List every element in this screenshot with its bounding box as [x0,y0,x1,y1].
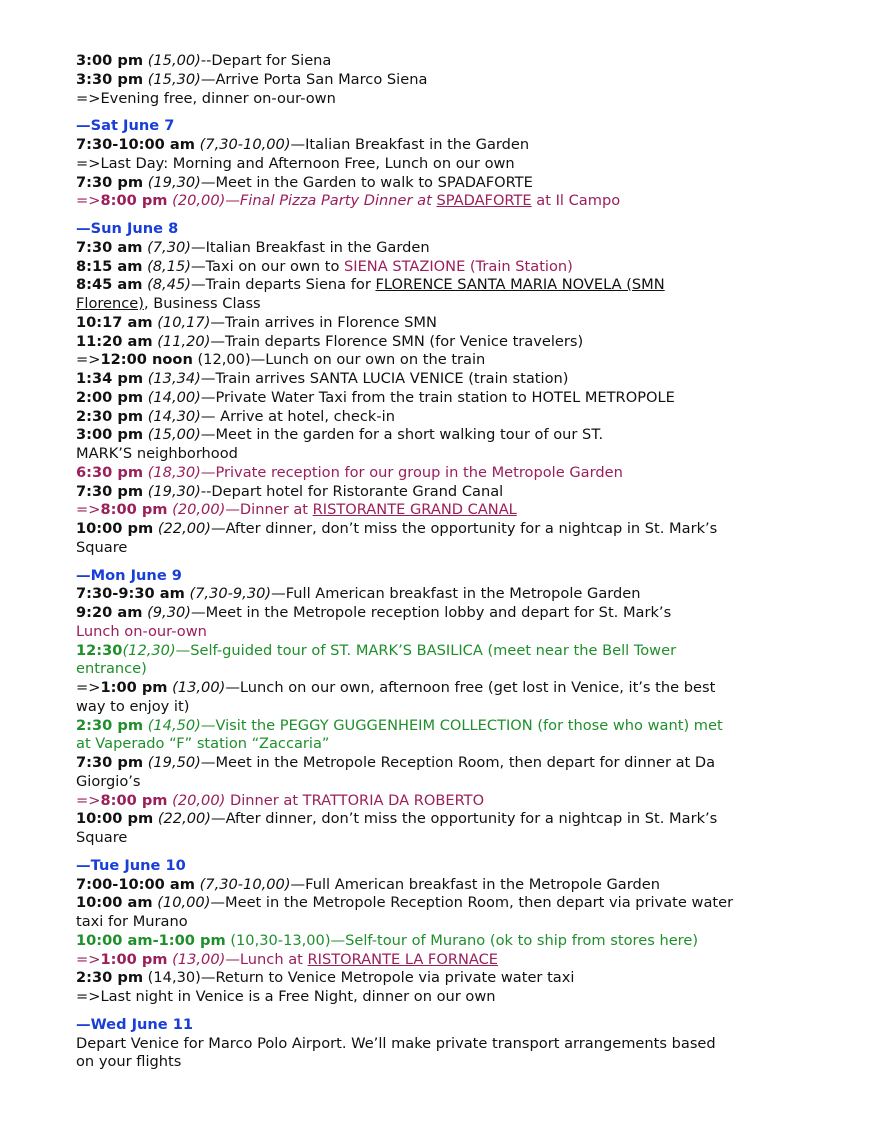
line-text: (8,45) [147,276,191,294]
line-text: way to enjoy it) [76,697,190,715]
time-label: 2:30 pm [76,716,144,734]
line-text: —Meet in the Garden to walk to SPADAFORTE [200,173,533,191]
line-text: (7,30-10,00) [199,875,291,893]
venue-link[interactable]: SPADAFORTE [436,192,532,210]
itinerary-line [76,829,816,848]
time-label: 8:00 pm [100,501,168,519]
time-label: 7:30-10:00 am [76,136,195,153]
day-heading [76,220,816,239]
time-label: 10:17 am [76,313,153,331]
line-text: (15,00) [147,426,201,444]
line-text: (10,30-13,00)—Self-tour of Murano (ok to ship from stores here) [225,931,699,949]
itinerary-line [76,894,816,913]
line-text: (14,50) [147,716,201,734]
itinerary-line [76,333,816,352]
line-text: (12,00)—Lunch on our own on the train [192,351,486,369]
line-text: (7,30-9,30) [189,585,272,603]
line-text: =>Last Day: Morning and Afternoon Free, Lunch on our own [76,154,515,172]
itinerary-line [76,876,816,895]
line-text: —Meet in the garden for a short walking tour of our ST. [200,426,604,444]
time-label: 1:00 pm [100,950,168,968]
time-label: 10:00 am-1:00 pm [76,931,226,949]
line-text: => [76,679,101,696]
line-text: =>Last night in Venice is a Free Night, dinner on our own [76,988,496,1005]
line-text: => [76,501,101,519]
itinerary-line [76,258,816,277]
line-text: — Arrive at hotel, check-in [200,407,395,425]
line-text: (10,00) [157,894,211,912]
line-text: —Mon June 9 [76,566,182,584]
time-label: 8:00 pm [100,192,168,210]
time-label: 6:30 pm [76,463,144,481]
time-label: 8:15 am [76,257,143,275]
line-text: —Meet in the Metropole Reception Room, then depart via private water [210,894,734,912]
itinerary-line [76,735,816,754]
day-heading [76,117,816,136]
itinerary-line [76,539,816,558]
line-text: —Taxi on our own to [190,257,345,275]
line-text: —Train departs Florence SMN (for Venice travelers) [210,332,584,350]
time-label: 2:30 pm [76,407,144,425]
line-text: —After dinner, don’t miss the opportunity for a nightcap in St. Mark’s [211,520,718,537]
itinerary-line [76,810,816,829]
line-text: Square [76,538,128,556]
line-text: —Train arrives SANTA LUCIA VENICE (train station) [200,370,569,387]
itinerary-line [76,90,816,109]
itinerary-line [76,71,816,90]
time-label: 7:30 am [76,238,143,256]
line-text: (13,00) [172,679,226,696]
line-text: Lunch on-our-own [76,622,207,640]
itinerary-line [76,389,816,408]
line-text: (13,00) [172,950,226,968]
line-text: —Lunch on our own, afternoon free (get lost in Venice, it’s the best [225,679,716,696]
line-text: , Business Class [143,295,261,312]
line-text: => [76,791,101,809]
itinerary-line [76,754,816,773]
line-text: (10,17) [157,313,211,331]
line-text: —Tue June 10 [76,856,186,874]
line-text: —Self-guided tour of ST. MARK’S BASILICA (meet near the Bell Tower [175,641,677,659]
itinerary-line [76,642,816,661]
itinerary-line [76,773,816,792]
line-text: Giorgio’s [76,772,141,790]
line-text: —Visit the PEGGY GUGGENHEIM COLLECTION (for those who want) met [200,716,723,734]
itinerary-document [76,52,816,1072]
time-label: 8:45 am [76,276,143,294]
itinerary-line [76,1053,816,1072]
venue-link[interactable]: Florence) [76,295,144,312]
time-label: 12:30 [76,641,123,659]
line-text: —Lunch at [225,950,308,968]
line-text: —Italian Breakfast in the Garden [290,136,530,153]
line-text: (14,30) [147,407,201,425]
line-text: at Il Campo [531,192,621,210]
line-text: => [76,950,101,968]
venue-link[interactable]: RISTORANTE LA FORNACE [307,950,499,968]
time-label: 3:00 pm [76,52,144,69]
line-text: => [76,351,101,369]
line-text: —Train departs Siena for [190,276,376,294]
itinerary-line [76,276,816,295]
line-text: (11,20) [157,332,211,350]
line-text: —Italian Breakfast in the Garden [190,238,430,256]
time-label: 11:20 am [76,332,153,350]
itinerary-line [76,445,816,464]
line-text: —Arrive Porta San Marco Siena [200,70,428,88]
venue-link[interactable]: FLORENCE SANTA MARIA NOVELA (SMN [375,276,665,294]
time-label: 9:20 am [76,604,143,621]
itinerary-line [76,295,816,314]
time-label: 10:00 am [76,894,153,912]
itinerary-line [76,501,816,520]
line-text: (15,30) [147,70,201,88]
line-text: —Sun June 8 [76,220,179,237]
time-label: 12:00 noon [100,351,193,369]
line-text: (20,00)—Final Pizza Party Dinner at [172,192,437,210]
line-text: —Wed June 11 [76,1015,194,1033]
time-label: 10:00 pm [76,810,154,828]
time-label: 7:30-9:30 am [76,585,185,603]
itinerary-line [76,604,816,623]
line-text: (14,30)—Return to Venice Metropole via private water taxi [143,969,575,987]
line-text: entrance) [76,660,147,678]
line-text: (15,00) [147,52,201,69]
line-text: taxi for Murano [76,913,188,930]
line-text: —Private reception for our group in the Metropole Garden [200,463,623,481]
line-text: on your flights [76,1053,182,1071]
itinerary-line [76,351,816,370]
day-heading [76,1016,816,1035]
line-text: (22,00) [157,520,211,537]
day-heading [76,857,816,876]
line-text: (19,30) [147,482,201,500]
time-label: 7:30 pm [76,173,144,191]
itinerary-line [76,314,816,333]
itinerary-line [76,483,816,502]
time-label: 2:00 pm [76,388,144,406]
line-text: Depart Venice for Marco Polo Airport. We’ll make private transport arrangements based [76,1034,716,1052]
line-text: MARK’S neighborhood [76,445,238,462]
line-text: —Sat June 7 [76,117,175,135]
itinerary-line [76,464,816,483]
line-text: —Private Water Taxi from the train station to HOTEL METROPOLE [200,388,675,406]
line-text: => [76,192,101,210]
line-text: (14,00) [147,388,201,406]
itinerary-line [76,155,816,174]
line-text: --Depart for Siena [200,52,332,69]
itinerary-line [76,969,816,988]
time-label: 10:00 pm [76,520,154,537]
line-text: —Full American breakfast in the Metropole Garden [271,585,641,603]
itinerary-line [76,136,816,155]
line-text: (8,15) [147,257,191,275]
time-label: 7:30 pm [76,482,144,500]
itinerary-line [76,988,816,1007]
line-text: (9,30) [147,604,191,621]
line-text: =>Evening free, dinner on-our-own [76,89,336,107]
itinerary-line [76,913,816,932]
itinerary-line [76,679,816,698]
day-heading [76,567,816,586]
itinerary-line [76,951,816,970]
line-text: (18,30) [147,463,201,481]
itinerary-line [76,1035,816,1054]
line-text: (7,30) [147,238,191,256]
line-text: Dinner at TRATTORIA DA ROBERTO [225,791,485,809]
line-text: —After dinner, don’t miss the opportunity for a nightcap in St. Mark’s [211,810,718,828]
time-label: 7:30 pm [76,754,144,771]
itinerary-line [76,426,816,445]
line-text: Square [76,829,128,846]
itinerary-line [76,660,816,679]
line-text: —Meet in the Metropole Reception Room, then depart for dinner at Da [200,754,716,771]
line-text: —Full American breakfast in the Metropole Garden [290,875,660,893]
time-label: 3:30 pm [76,70,144,88]
time-label: 7:00-10:00 am [76,875,195,893]
itinerary-line [76,585,816,604]
line-text: (20,00) [172,791,226,809]
itinerary-line [76,698,816,717]
line-text: (13,34) [147,370,201,387]
time-label: 3:00 pm [76,426,144,444]
itinerary-line [76,239,816,258]
time-label: 8:00 pm [100,791,168,809]
time-label: 2:30 pm [76,969,144,987]
line-text: --Depart hotel for Ristorante Grand Canal [200,482,504,500]
line-text: (7,30-10,00) [199,136,291,153]
line-text: (19,30) [147,173,201,191]
itinerary-line [76,192,816,211]
itinerary-line [76,717,816,736]
line-text: (12,30) [122,641,176,659]
line-text: (22,00) [157,810,211,828]
line-text: —Dinner at [225,501,313,519]
itinerary-line [76,932,816,951]
line-text: (19,50) [147,754,201,771]
itinerary-line [76,370,816,389]
time-label: 1:34 pm [76,370,144,387]
line-text: —Meet in the Metropole reception lobby and depart for St. Mark’s [190,604,672,621]
itinerary-line [76,174,816,193]
itinerary-line [76,792,816,811]
itinerary-line [76,520,816,539]
line-text: SIENA STAZIONE (Train Station) [344,257,573,275]
venue-link[interactable]: RISTORANTE GRAND CANAL [312,501,517,519]
itinerary-line [76,623,816,642]
time-label: 1:00 pm [100,679,168,696]
line-text: —Train arrives in Florence SMN [210,313,437,331]
itinerary-line [76,52,816,71]
itinerary-line [76,408,816,427]
line-text: (20,00) [172,501,226,519]
line-text: at Vaperado “F” station “Zaccaria” [76,735,330,753]
